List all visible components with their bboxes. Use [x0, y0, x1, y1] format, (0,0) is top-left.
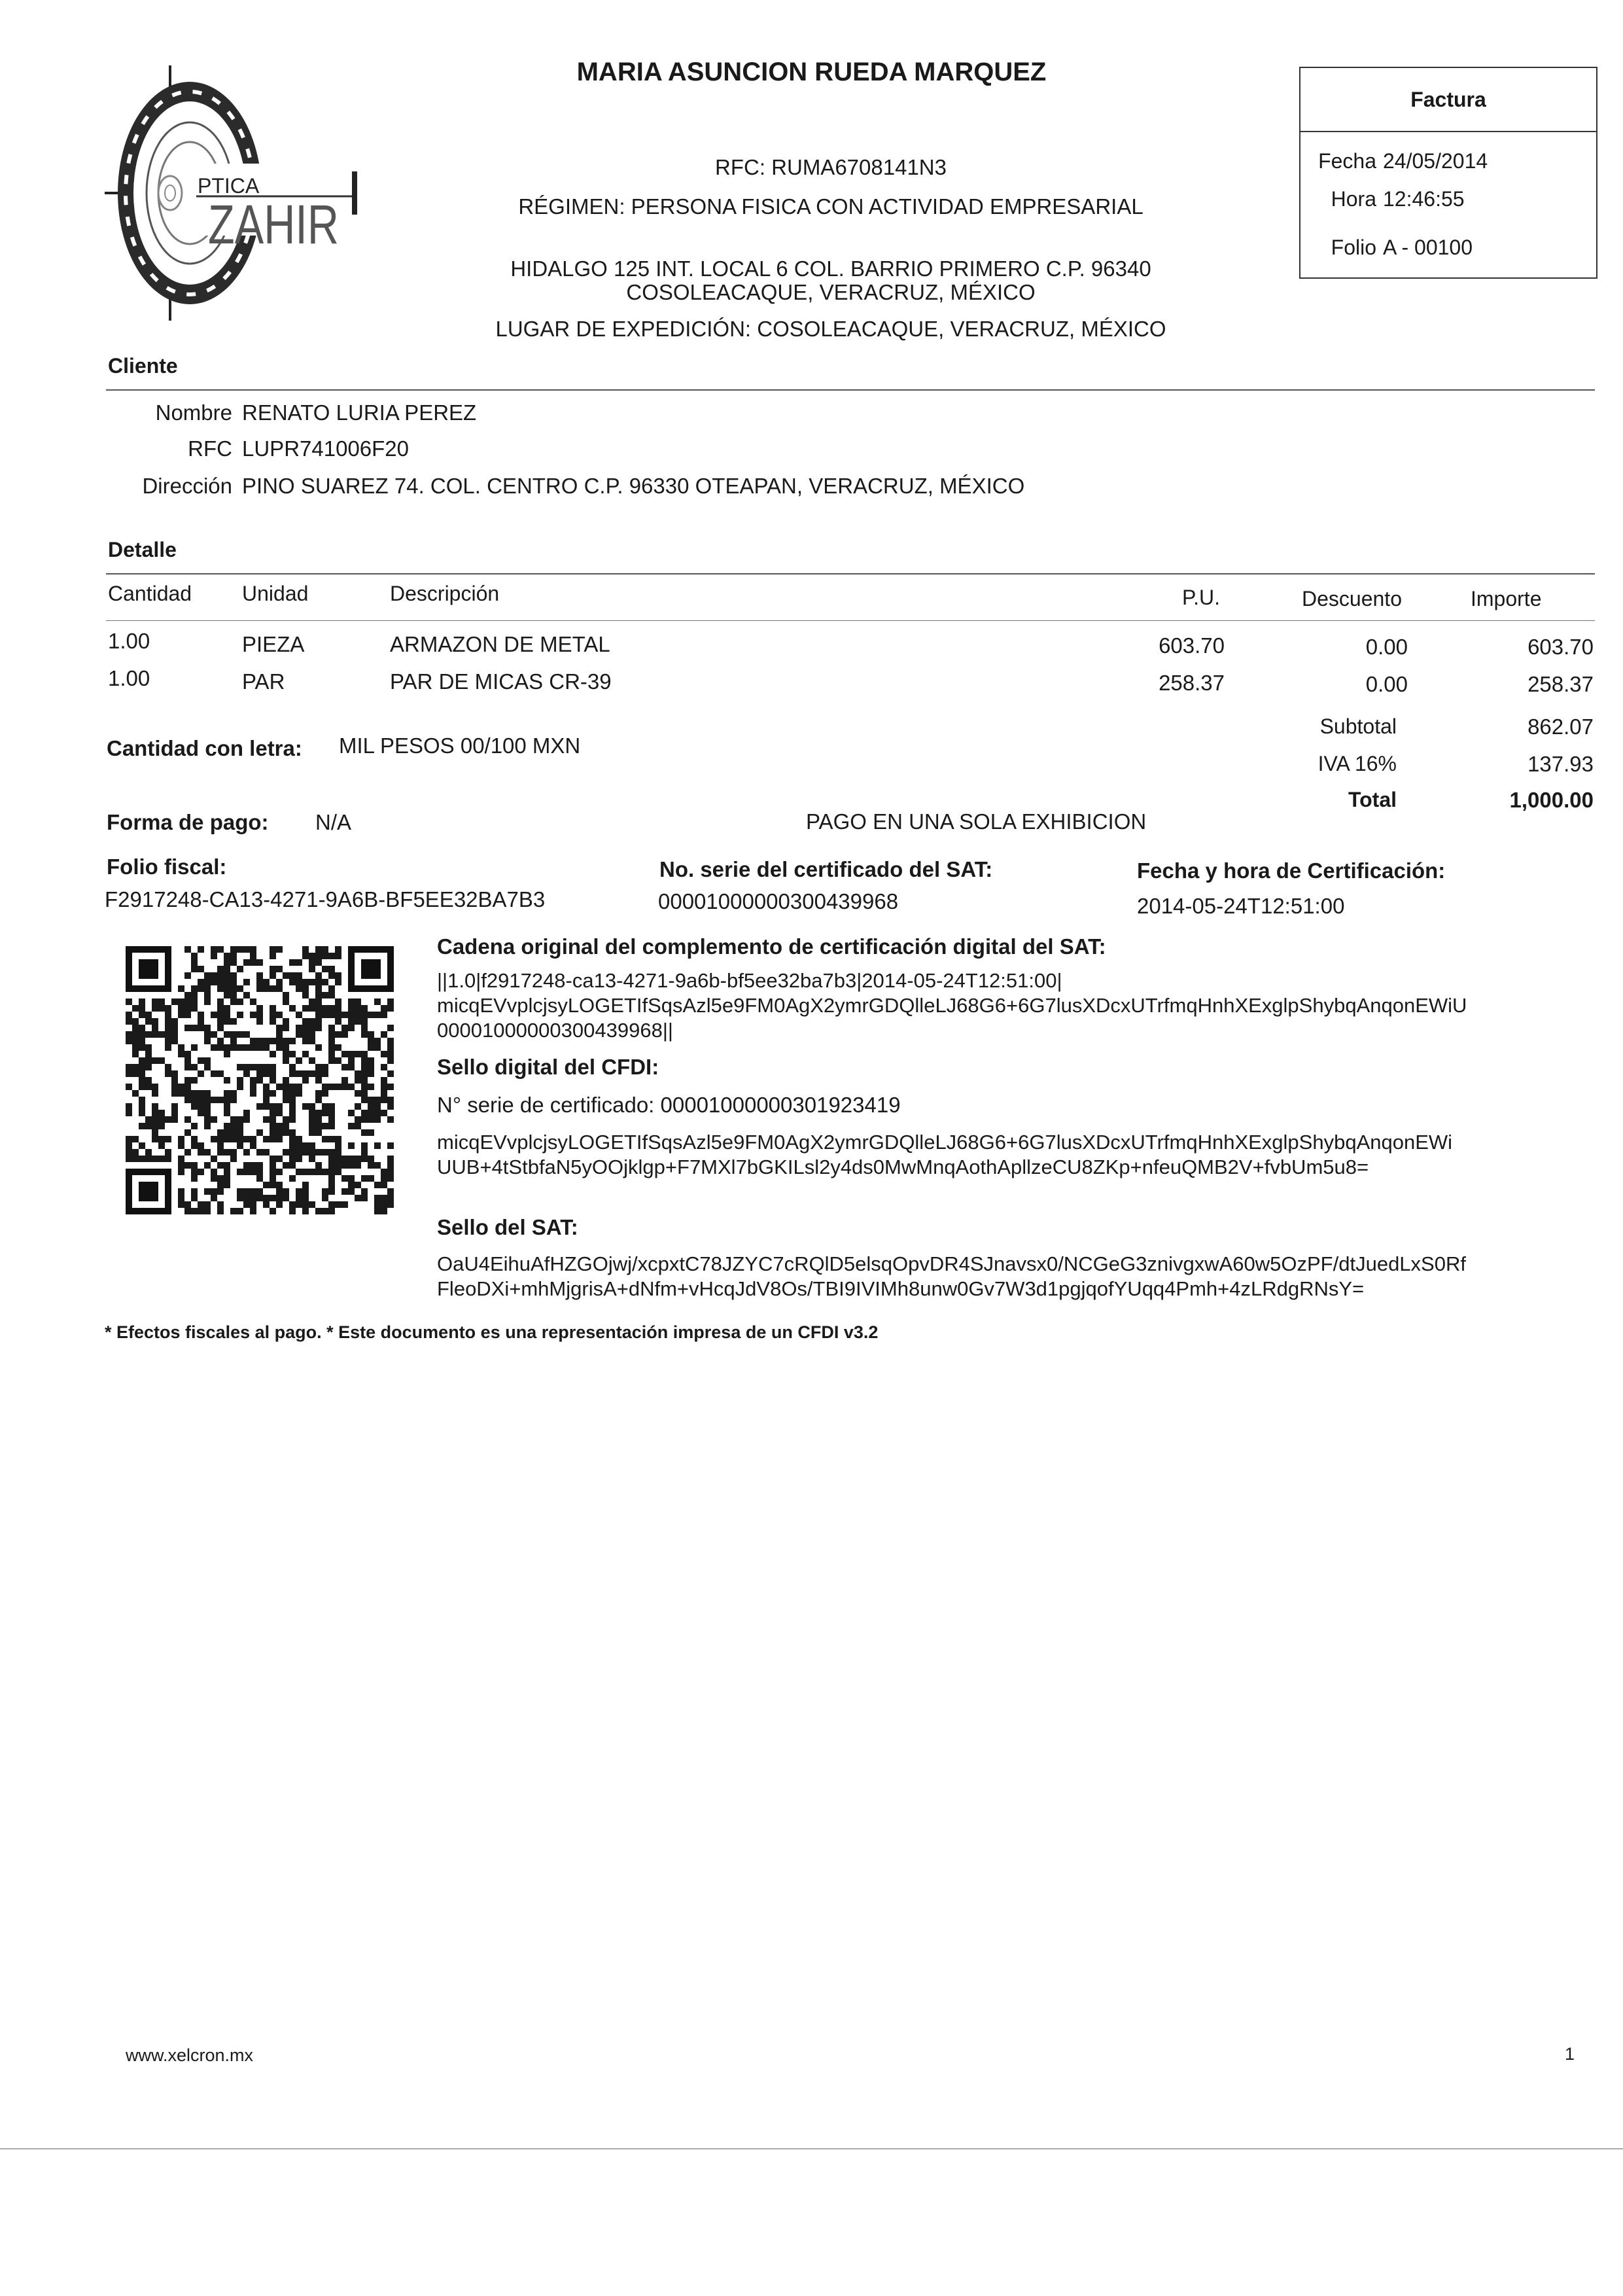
row1-discount: 0.00: [1365, 635, 1408, 659]
issuer-address-line2: COSOLEACAQUE, VERACRUZ, MÉXICO: [626, 280, 1036, 304]
col-header-discount: Descuento: [1302, 587, 1402, 610]
subtotal-label: Subtotal: [1319, 715, 1397, 738]
row2-unit-price: 258.37: [1159, 671, 1225, 695]
row1-description: ARMAZON DE METAL: [390, 632, 610, 656]
row1-unit-price: 603.70: [1159, 633, 1225, 658]
row2-description: PAR DE MICAS CR-39: [390, 669, 612, 694]
invoice-time-row: [1300, 187, 1465, 211]
sat-seal-line1: OaU4EihuAfHZGOjwj/xcpxtC78JZYC7cRQlD5elsqOpvDR4SJnavsx0/NCGeG3znivgxwA60w5OzPF/dtJuedLxS0Rf: [437, 1252, 1466, 1275]
cert-datetime-label: Fecha y hora de Certificación:: [1137, 858, 1446, 883]
issuer-address-line1: HIDALGO 125 INT. LOCAL 6 COL. BARRIO PRIMERO C.P. 96340: [510, 256, 1151, 281]
row2-amount: 258.37: [1527, 672, 1594, 696]
original-chain-line3: 00001000000300439968||: [437, 1019, 673, 1042]
sat-seal-line2: FleoDXi+mhMjgrisA+dNfm+vHcqJdV8Os/TBI9IVIMh8unw0Gv7W3d1pgjqofYUqq4Pmh+4zLRdgRNsY=: [437, 1277, 1365, 1300]
col-header-description: Descripción: [390, 582, 500, 605]
cfdi-qr-code: [126, 946, 394, 1214]
invoice-date-row: [1300, 149, 1488, 173]
subtotal-value: 862.07: [1527, 715, 1594, 739]
original-chain-line1: ||1.0|f2917248-ca13-4271-9a6b-bf5ee32ba7b3|2014-05-24T12:51:00|: [437, 969, 1062, 992]
detail-section-title: Detalle: [108, 538, 177, 561]
row2-discount: 0.00: [1365, 672, 1408, 696]
invoice-time-label: Hora: [1331, 187, 1376, 211]
invoice-info-box: [1299, 67, 1597, 279]
col-header-unit: Unidad: [242, 582, 309, 605]
issuer-rfc: RFC: RUMA6708141N3: [715, 155, 947, 179]
logo-brand-top: PTICA: [198, 174, 260, 198]
cfdi-cert-serial: N° serie de certificado: 00001000000301923419: [437, 1093, 901, 1117]
invoice-box-title: Factura: [1300, 68, 1596, 132]
invoice-time-value: 12:46:55: [1383, 187, 1465, 211]
row2-unit: PAR: [242, 669, 285, 694]
client-address-label: Dirección: [142, 474, 232, 498]
issuer-regime: RÉGIMEN: PERSONA FISICA CON ACTIVIDAD EMPRESARIAL: [518, 194, 1143, 219]
client-divider: [106, 389, 1595, 391]
sat-cert-serial-value: 00001000000300439968: [658, 889, 899, 913]
payment-form-value: N/A: [315, 810, 352, 834]
detail-divider-top: [106, 573, 1595, 574]
client-name-label: Nombre: [155, 400, 232, 425]
cfdi-seal-line2: UUB+4tStbfaN5yOOjklgp+F7MXl7bGKILsl2y4ds0MwMnqAothApllzeCU8ZKp+nfeuQMB2V+fvbUm5u8=: [437, 1156, 1369, 1178]
fiscal-folio-value: F2917248-CA13-4271-9A6B-BF5EE32BA7B3: [105, 887, 546, 911]
sat-seal-label: Sello del SAT:: [437, 1215, 578, 1239]
client-address-value: PINO SUAREZ 74. COL. CENTRO C.P. 96330 OTEAPAN, VERACRUZ, MÉXICO: [242, 474, 1025, 498]
cert-datetime-value: 2014-05-24T12:51:00: [1137, 894, 1345, 918]
row1-quantity: 1.00: [108, 629, 150, 653]
row1-amount: 603.70: [1527, 635, 1594, 659]
client-rfc-value: LUPR741006F20: [242, 436, 410, 461]
iva-label: IVA 16%: [1318, 752, 1397, 775]
issuer-place-of-issue: LUGAR DE EXPEDICIÓN: COSOLEACAQUE, VERACRUZ, MÉXICO: [495, 317, 1166, 341]
cfdi-seal-label: Sello digital del CFDI:: [437, 1055, 659, 1079]
row2-quantity: 1.00: [108, 666, 150, 690]
col-header-unit-price: P.U.: [1181, 586, 1221, 609]
payment-method: PAGO EN UNA SOLA EXHIBICION: [806, 809, 1147, 834]
col-header-quantity: Cantidad: [108, 582, 192, 605]
invoice-folio-value: A - 00100: [1383, 236, 1473, 259]
fiscal-footnote: * Efectos fiscales al pago. * Este documento es una representación impresa de un CFDI v3.2: [105, 1322, 879, 1342]
iva-value: 137.93: [1527, 752, 1594, 776]
invoice-folio-row: [1300, 236, 1473, 260]
total-value: 1,000.00: [1509, 788, 1594, 812]
footer-website: www.xelcron.mx: [126, 2045, 254, 2065]
sat-cert-serial-label: No. serie del certificado del SAT:: [659, 857, 993, 881]
invoice-date-label: Fecha: [1318, 149, 1376, 173]
total-label: Total: [1348, 788, 1397, 811]
scan-edge-line: [0, 2148, 1623, 2149]
issuer-name: MARIA ASUNCION RUEDA MARQUEZ: [576, 58, 1047, 86]
invoice-date-value: 24/05/2014: [1383, 149, 1488, 173]
amount-in-words-value: MIL PESOS 00/100 MXN: [339, 733, 581, 758]
payment-form-label: Forma de pago:: [107, 810, 269, 834]
invoice-folio-label: Folio: [1331, 236, 1376, 259]
client-section-title: Cliente: [108, 354, 178, 378]
logo-brand-main: ZAHIR: [208, 194, 339, 255]
cfdi-seal-line1: micqEVvplcjsyLOGETIfSqsAzl5e9FM0AgX2ymrGDQlleLJ68G6+6G7lusXDcxUTrfmqHnhXExglpShybqAnqonEWi: [437, 1131, 1453, 1154]
fiscal-folio-label: Folio fiscal:: [107, 855, 227, 879]
row1-unit: PIEZA: [242, 632, 305, 656]
optica-zahir-logo: [98, 59, 379, 327]
amount-in-words-label: Cantidad con letra:: [107, 736, 302, 760]
original-chain-label: Cadena original del complemento de certificación digital del SAT:: [437, 934, 1106, 959]
page-number: 1: [1565, 2044, 1575, 2064]
client-rfc-label: RFC: [188, 436, 232, 461]
detail-divider-header: [106, 620, 1595, 621]
original-chain-line2: micqEVvplcjsyLOGETIfSqsAzl5e9FM0AgX2ymrGDQlleLJ68G6+6G7lusXDcxUTrfmqHnhXExglpShybqAnqonEWiU: [437, 994, 1467, 1017]
col-header-amount: Importe: [1471, 587, 1542, 610]
client-name-value: RENATO LURIA PEREZ: [242, 400, 477, 425]
